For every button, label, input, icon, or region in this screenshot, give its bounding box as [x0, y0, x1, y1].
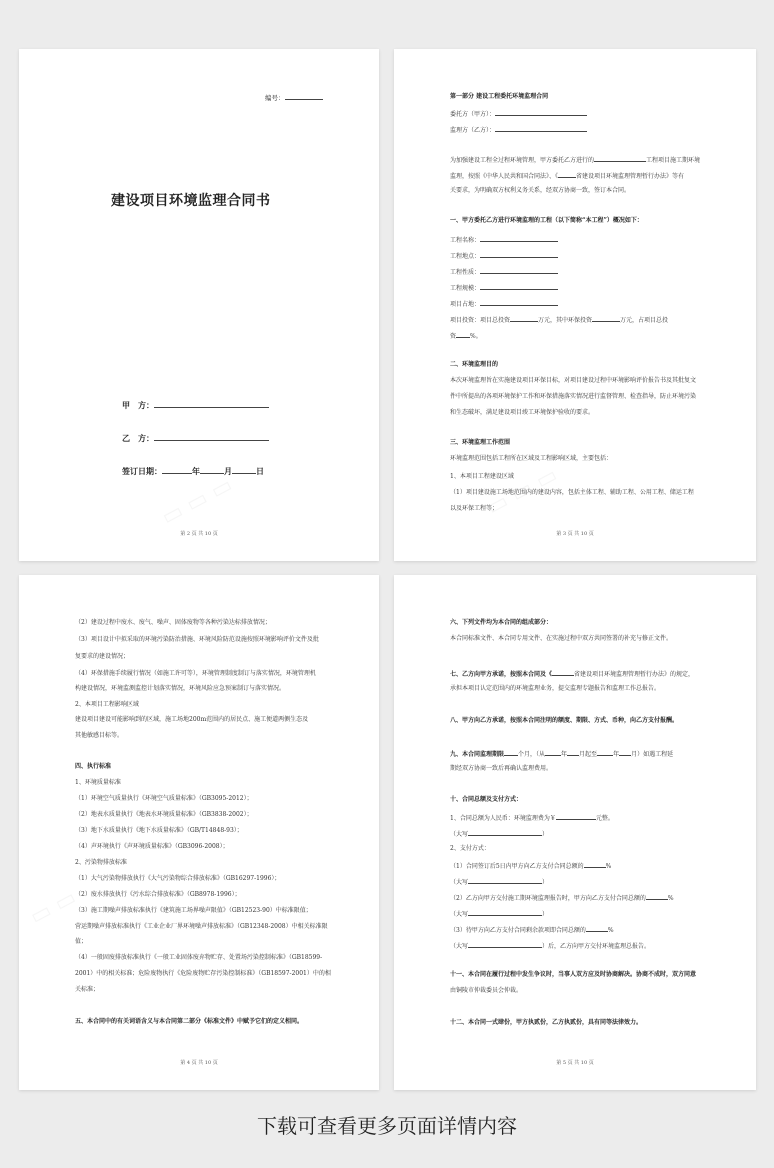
document-page-5 — [394, 575, 756, 1090]
paragraph-line: 承担本项目认定范围内的环境监理业务，提交监理专题报告和监理工作总报告。 — [450, 685, 661, 692]
paragraph-line: 件中所提出的各项环境保护工作和环保措施落实情况进行监督管理、检查指导，防止环境污染 — [450, 393, 697, 400]
section-heading: 四、执行标准 — [75, 763, 112, 770]
paragraph-line: 关标准； — [75, 986, 100, 993]
section-heading: 三、环境监理工作范围 — [450, 439, 511, 446]
section-heading: 十、合同总额及支付方式： — [450, 796, 523, 803]
sign-date-field — [122, 465, 264, 477]
paragraph-line: （大写 ） — [450, 911, 549, 918]
paragraph-line: 为加强建设工程全过程环境管理，甲方委托乙方进行的 工程项目施工期环境 — [450, 157, 701, 164]
paragraph-line: （1）大气污染物排放执行《大气污染物综合排放标准》（GB16297-1996）； — [75, 875, 281, 882]
page-footer: 第 2 页 共 10 页 — [180, 531, 218, 537]
project-investment-field: 项目投资：项目总投资 万元，其中环保投资 万元，占项目总投 — [450, 317, 669, 324]
paragraph-line: （1）合同签订后5日内甲方向乙方支付合同总额的 % — [450, 863, 612, 870]
part-one-heading: 第一部分 建设工程委托环境监理合同 — [450, 93, 549, 100]
page-footer: 第 3 页 共 10 页 — [556, 531, 594, 537]
serial-label: 编号： — [265, 94, 285, 102]
party-b-label: 乙 方： — [122, 433, 154, 443]
party-a-blank — [154, 399, 269, 408]
paragraph-line: 1、合同总额为人民币：环境监理费为￥ 元整。 — [450, 815, 614, 822]
paragraph-line: 2001）中的相关标准；危险废物执行《危险废物贮存污染控制标准》（GB18597-2001）中的相 — [75, 970, 331, 977]
paragraph-line: （大写 ） — [450, 831, 549, 838]
project-nature-field: 工程性质： — [450, 267, 558, 277]
paragraph-line: 五、本合同中的有关词语含义与本合同第二部分《标准文件》中赋予它们的定义相同。 — [75, 1018, 304, 1025]
paragraph-line: 九、本合同监理期限 个月，（从 年 月起至 年 月）如遇工程延 — [450, 751, 674, 758]
paragraph-line: 十二、本合同一式肆份，甲方执贰份，乙方执贰份，具有同等法律效力。 — [450, 1019, 643, 1026]
paragraph-line: （4）环保措施手续履行情况（如施工许可等），环境管理制度制订与落实情况，环境管理机 — [75, 670, 316, 677]
page-footer: 第 4 页 共 10 页 — [180, 1060, 218, 1066]
project-area-field: 项目占地： — [450, 299, 558, 309]
paragraph-line: （1）环境空气质量执行《环境空气质量标准》（GB3095-2012）； — [75, 795, 253, 802]
paragraph-line: （1）项目建设施工场地范围内的建设内容，包括主体工程、辅助工程、公用工程、储运工程 — [450, 489, 694, 496]
paragraph-line: （4）声环境执行《声环境质量标准》（GB3096-2008）； — [75, 843, 229, 850]
paragraph-line: 2、支付方式： — [450, 845, 490, 852]
paragraph-line: 环境监理范围包括工程所在区域及工程影响区域，主要包括： — [450, 455, 613, 462]
paragraph-line: 构建设情况，环境监测监控计划落实情况，环境风险应急预案制订与落实情况。 — [75, 685, 286, 692]
paragraph-line: 其他敏感目标等。 — [75, 732, 124, 739]
paragraph-line: （2）地表水质量执行《地表水环境质量标准》（GB3838-2002）； — [75, 811, 253, 818]
section-heading: 六、下列文件均为本合同的组成部分： — [450, 619, 553, 626]
paragraph-line: 十一、本合同在履行过程中发生争议时，当事人双方应及时协商解决。协商不成时，双方同意 — [450, 971, 697, 978]
party-b-field — [122, 432, 269, 444]
paragraph-line: （4）一般固废排放标准执行《一般工业固体废弃物贮存、处置场污染控制标准》（GB18599- — [75, 954, 323, 961]
serial-number-field — [265, 93, 323, 102]
section-heading: 一、甲方委托乙方进行环境监理的工程（以下简称“本工程”）概况如下： — [450, 217, 643, 224]
paragraph-line: 2、污染物排放标准 — [75, 859, 127, 866]
client-field: 委托方（甲方）： — [450, 109, 587, 119]
paragraph-line: 值； — [75, 938, 88, 945]
year-label: 年 — [192, 466, 200, 476]
paragraph-line: 由铜陵市仲裁委员会仲裁。 — [450, 987, 523, 994]
section-heading: 二、环境监理目的 — [450, 361, 499, 368]
download-caption: 下载可查看更多页面详情内容 — [257, 1114, 517, 1138]
paragraph-line: 1、本项目工程建设区域 — [450, 473, 514, 480]
paragraph-line: （2）乙方向甲方交付施工期环境监理报告时，甲方向乙方支付合同总额的 % — [450, 895, 674, 902]
party-a-label: 甲 方： — [122, 400, 154, 410]
paragraph-line: 复要求的建设情况； — [75, 653, 130, 660]
paragraph-line: 建设项目建设可能影响到的区域，施工场地200m范围内的居民点、施工便道两侧生态及 — [75, 716, 309, 723]
party-a-field — [122, 399, 269, 411]
paragraph-line: （3）地下水质量执行《地下水质量标准》（GB/T14848-93）； — [75, 827, 243, 834]
document-page-cover — [19, 49, 379, 561]
paragraph-line: 七、乙方向甲方承诺，按照本合同及《 省建设项目环境监理管理暂行办法》的规定， — [450, 671, 695, 678]
paragraph-line: 1、环境质量标准 — [75, 779, 121, 786]
party-b-blank — [154, 432, 269, 441]
supervisor-field: 监理方（乙方）： — [450, 125, 587, 135]
watermark — [158, 473, 237, 531]
paragraph-line: 期经双方协商一致后再确认监理费用。 — [450, 765, 553, 772]
paragraph-line: （大写 ）后，乙方向甲方交付环境监理总报告。 — [450, 943, 651, 950]
paragraph-line: （2）废水排放执行《污水综合排放标准》（GB8978-1996）； — [75, 891, 241, 898]
paragraph-line: 和生态破坏，满足建设项目竣工环境保护验收的要求。 — [450, 409, 595, 416]
paragraph-line: 监理，按照《中华人民共和国合同法》、《 省建设项目环境监理管理暂行办法》等有 — [450, 173, 685, 180]
month-label: 月 — [224, 466, 232, 476]
page-footer: 第 5 页 共 10 页 — [556, 1060, 594, 1066]
paragraph-line: 营运期噪声排放标准执行《工业企业厂界环境噪声排放标准》（GB12348-2008）中相关标准限 — [75, 923, 328, 930]
paragraph-line: 2、本项目工程影响区域 — [75, 701, 139, 708]
project-location-field: 工程地点： — [450, 251, 558, 261]
serial-blank — [285, 93, 323, 100]
paragraph-line: 资 %。 — [450, 333, 482, 340]
paragraph-line: （2）建设过程中废水、废气、噪声、固体废物等各种污染达标排放情况； — [75, 619, 271, 626]
paragraph-line: 八、甲方向乙方承诺，按照本合同注明的额度、期限、方式、币种，向乙方支付报酬。 — [450, 717, 679, 724]
document-title: 建设项目环境监理合同书 — [111, 193, 271, 209]
paragraph-line: 本合同标准文件、本合同专用文件、在实施过程中双方共同签署的补充与修正文件。 — [450, 635, 673, 642]
paragraph-line: 本次环境监理旨在实施建设项目环保目标，对项目建设过程中环境影响评价报告书及其批复文 — [450, 377, 697, 384]
day-label: 日 — [256, 466, 264, 476]
paragraph-line: 关要求，为明确双方权利义务关系，经双方协商一致，签订本合同。 — [450, 187, 631, 194]
document-page-4 — [19, 575, 379, 1090]
project-scale-field: 工程规模： — [450, 283, 558, 293]
paragraph-line: （3）待甲方向乙方支付合同剩余款项即合同总额的 % — [450, 927, 614, 934]
paragraph-line: 以及环保工程等； — [450, 505, 499, 512]
paragraph-line: （3）项目设计中拟采取的环境污染防治措施、环境风险防范设施按照环境影响评价文件及批 — [75, 636, 319, 643]
project-name-field: 工程名称： — [450, 235, 558, 245]
paragraph-line: （3）施工期噪声排放标准执行《建筑施工场界噪声限值》（GB12523-90）中标准限值； — [75, 907, 312, 914]
document-page-3 — [394, 49, 756, 561]
paragraph-line: （大写 ） — [450, 879, 549, 886]
watermark — [26, 885, 81, 930]
sign-date-label: 签订日期： — [122, 466, 162, 476]
